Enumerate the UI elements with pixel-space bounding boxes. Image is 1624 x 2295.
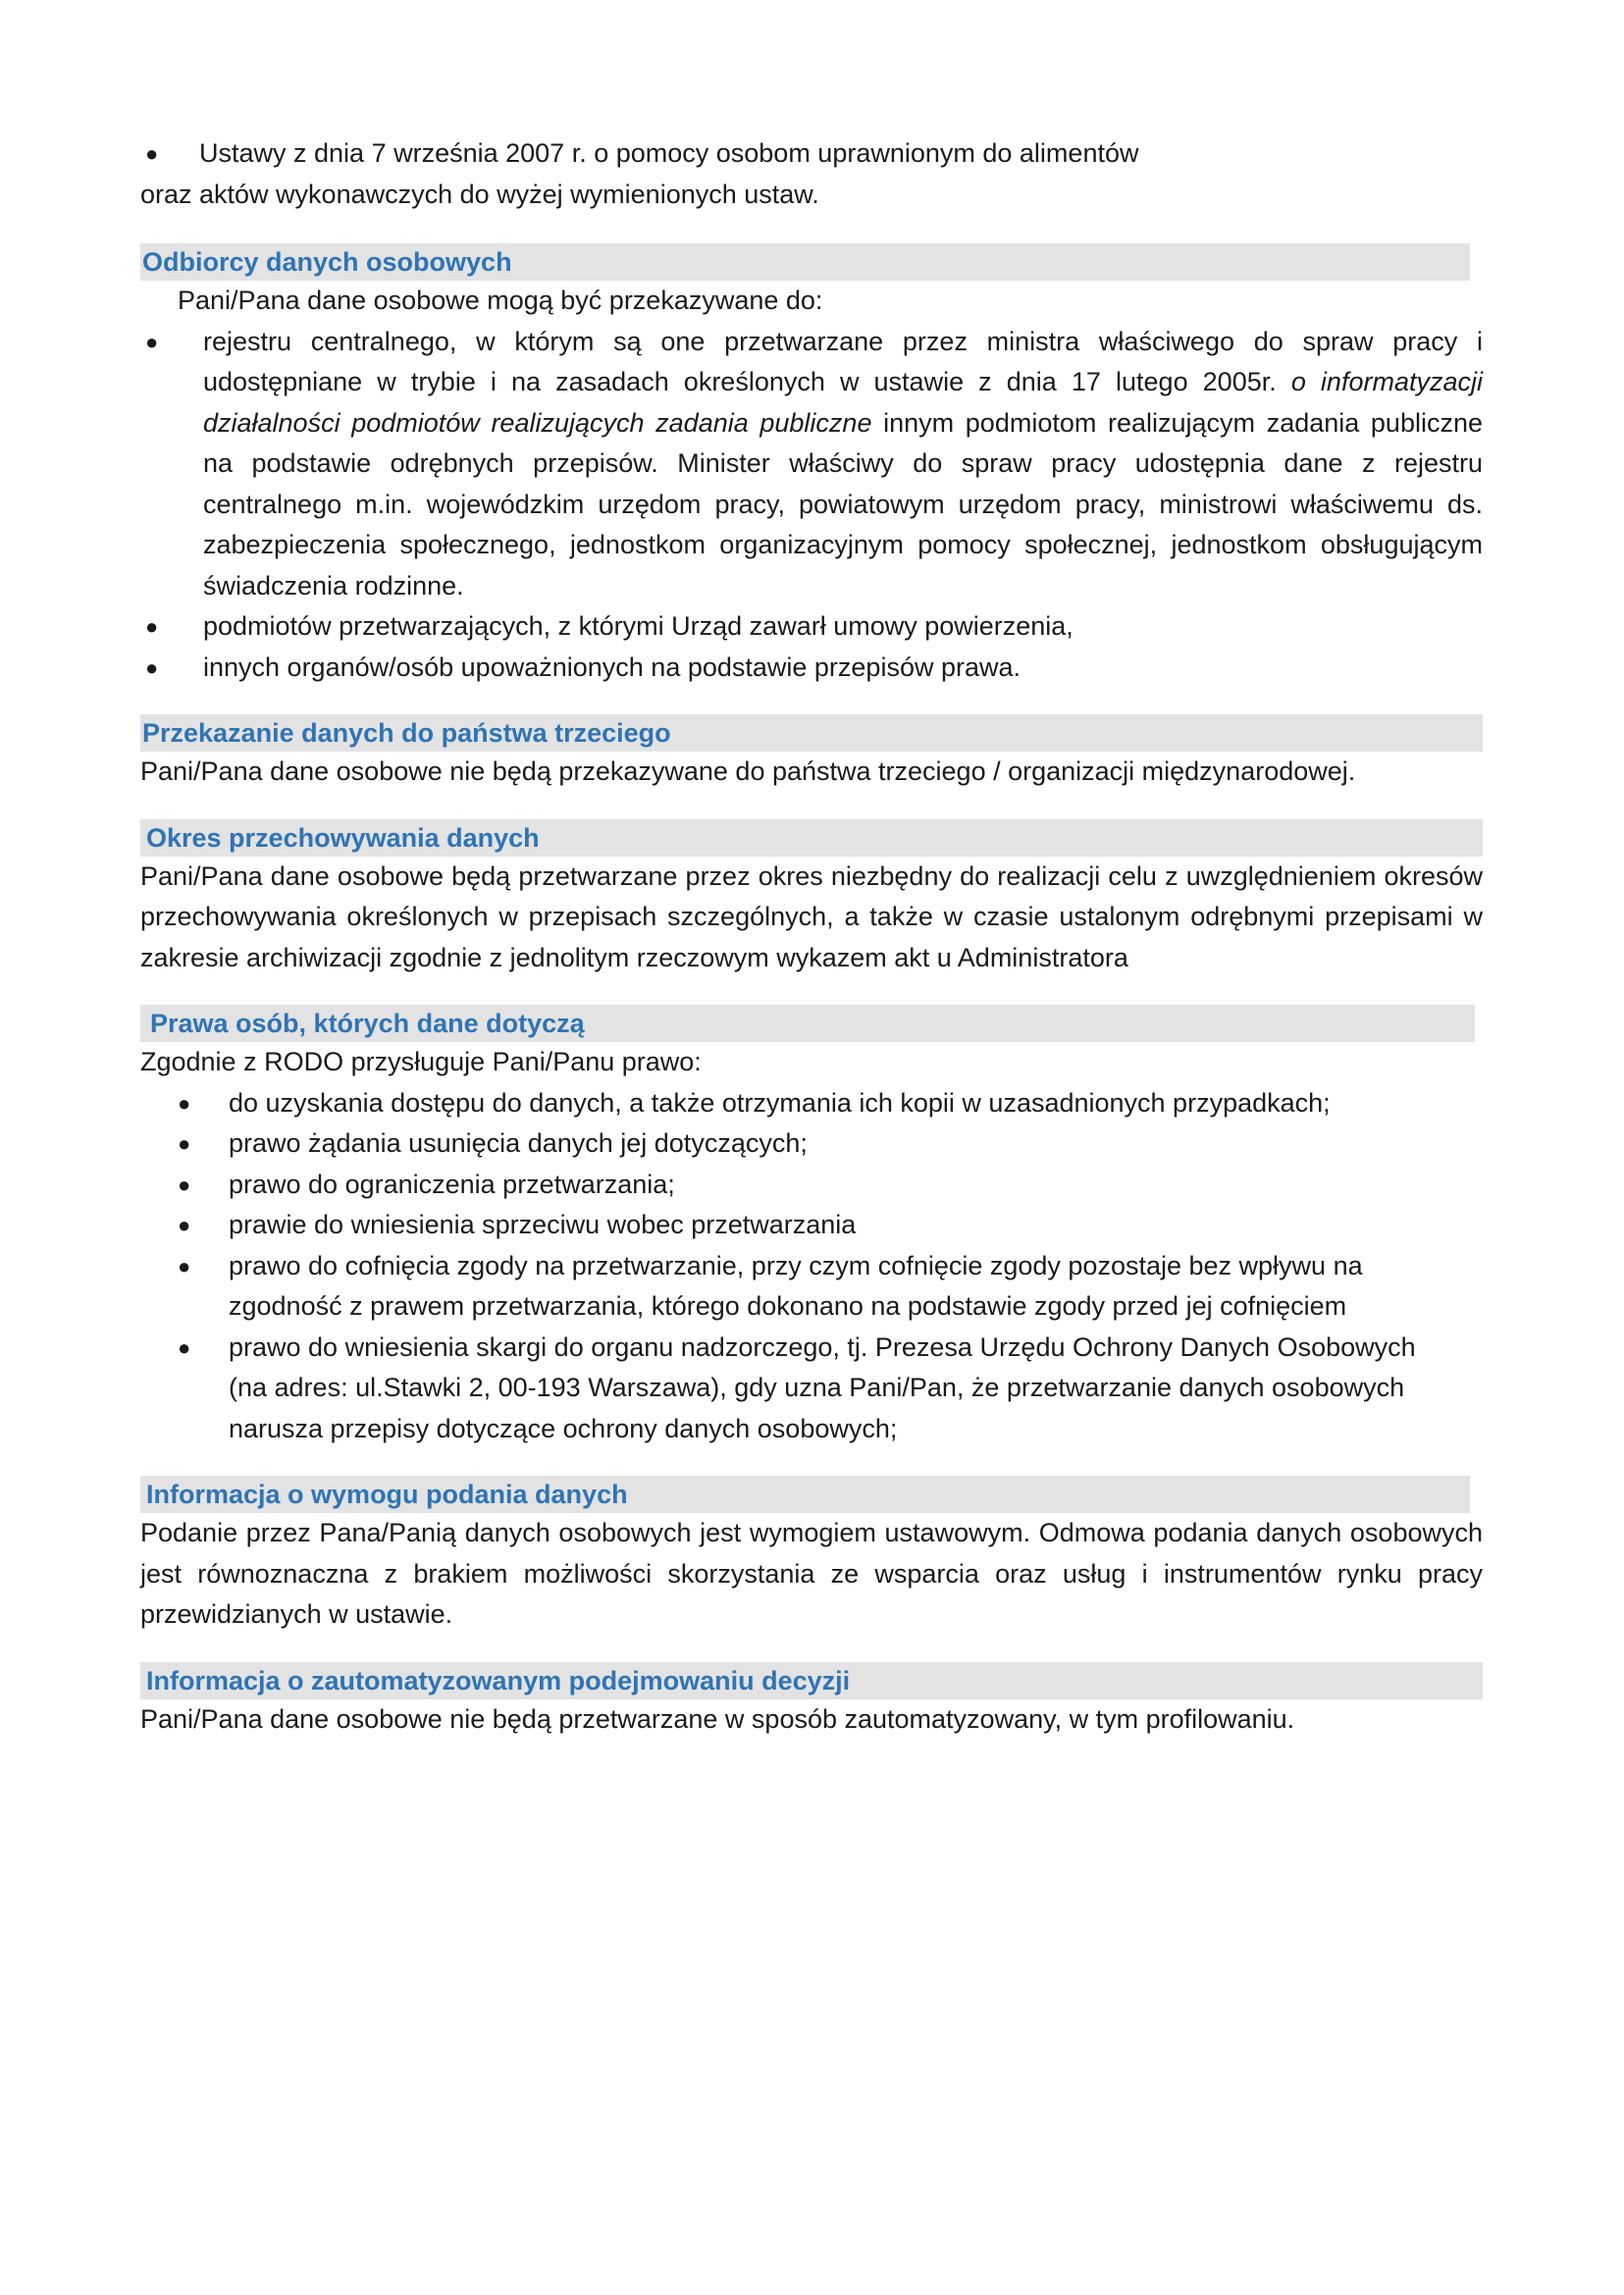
bullet-icon: ● [145, 329, 159, 354]
section-heading-third-country: Przekazanie danych do państwa trzeciego [140, 714, 1483, 752]
recipients-item-1-part-b: innym podmiotom realizującym zadania publiczne na podstawie odrębnych przepisów. Minister właściwy do spraw pracy udostępnia dane z rejestru centralnego m.in. wojewódzkim urzędom pracy, powiatowym urzędom pracy, ministrowi właściwemu ds. zabezpieczenia społecznego, jednostkom organizacyjnym pomocy społecznej, jednostkom obsługującym świadczenia rodzinne. [203, 407, 1483, 600]
section-heading-automated: Informacja o zautomatyzowanym podejmowaniu decyzji [140, 1662, 1483, 1699]
bullet-icon: ● [178, 1131, 191, 1156]
section-heading-requirement: Informacja o wymogu podania danych [140, 1476, 1470, 1513]
requirement-text: Podanie przez Pana/Panią danych osobowych jest wymogiem ustawowym. Odmowa podania danych osobowych jest równoznaczna z brakiem możliwości skorzystania ze wsparcia oraz usług i instrumentów rynku pracy przewidzianych w ustawie. [140, 1518, 1483, 1629]
bullet-icon: ● [178, 1253, 191, 1278]
third-country-text: Pani/Pana dane osobowe nie będą przekazywane do państwa trzeciego / organizacji międzynarodowej. [140, 756, 1356, 786]
list-item: ● do uzyskania dostępu do danych, a także otrzymania ich kopii w uzasadnionych przypadkach; [140, 1083, 1455, 1124]
list-item [140, 322, 1483, 607]
bullet-icon: ● [178, 1334, 191, 1360]
section-heading-recipients: Odbiorcy danych osobowych [140, 243, 1470, 281]
list-item: ● prawo żądania usunięcia danych jej dotyczących; [140, 1123, 1455, 1165]
intro-bullet-text: Ustawy z dnia 7 września 2007 r. o pomocy osobom uprawnionym do alimentów [199, 138, 1139, 168]
bullet-icon: ● [178, 1172, 191, 1197]
recipients-lead: Pani/Pana dane osobowe mogą być przekazywane do: [178, 286, 823, 315]
section-heading-retention: Okres przechowywania danych [140, 819, 1483, 857]
intro-bullet [140, 133, 1483, 175]
rights-lead: Zgodnie z RODO przysługuje Pani/Panu prawo: [140, 1047, 702, 1076]
recipients-list [140, 322, 1483, 689]
bullet-icon: ● [145, 141, 159, 166]
intro-continuation: oraz aktów wykonawczych do wyżej wymienionych ustaw. [140, 179, 819, 209]
recipients-item-1-part-a: rejestru centralnego, w którym są one przetwarzane przez ministra właściwego do spraw pracy i udostępniane w trybie i na zasadach określonych w ustawie z dnia 17 lutego 2005r. [203, 326, 1483, 396]
bullet-icon: ● [145, 614, 159, 639]
list-item [140, 606, 1483, 648]
bullet-icon: ● [145, 654, 159, 680]
list-item: ● prawo do wniesienia skargi do organu nadzorczego, tj. Prezesa Urzędu Ochrony Danych Osobowych (na adres: ul.Stawki 2, 00-193 Warszawa), gdy uzna Pani/Pan, że przetwarzanie danych osobowych narusza przepisy dotyczące ochrony danych osobowych; [140, 1328, 1455, 1450]
recipients-item-2: podmiotów przetwarzających, z którymi Urząd zawarł umowy powierzenia, [203, 611, 1074, 641]
section-heading-rights: Prawa osób, których dane dotyczą [140, 1005, 1475, 1042]
recipients-item-3: innych organów/osób upoważnionych na podstawie przepisów prawa. [203, 652, 1022, 682]
document-body [140, 133, 1483, 1740]
recipients-item-1-italic: o informatyzacji działalności podmiotów realizujących zadania publiczne [203, 367, 1483, 438]
bullet-icon: ● [178, 1090, 191, 1116]
automated-text: Pani/Pana dane osobowe nie będą przetwarzane w sposób zautomatyzowany, w tym profilowaniu. [140, 1703, 1295, 1734]
list-item: ● prawo do cofnięcia zgody na przetwarzanie, przy czym cofnięcie zgody pozostaje bez wpływu na zgodność z prawem przetwarzania, którego dokonano na podstawie zgody przed jej cofnięciem [140, 1246, 1416, 1328]
rights-list [140, 1083, 1455, 1450]
bullet-icon: ● [178, 1213, 191, 1237]
retention-text: Pani/Pana dane osobowe będą przetwarzane przez okres niezbędny do realizacji celu z uwzględnieniem okresów przechowywania określonych w przepisach szczególnych, a także w czasie ustalonym odrębnymi przepisami w zakresie archiwizacji zgodnie z jednolitym rzeczowym wykazem akt u Administratora [140, 861, 1483, 972]
list-item: ● prawo do ograniczenia przetwarzania; [140, 1165, 1455, 1206]
list-item [140, 648, 1483, 689]
list-item: ● prawie do wniesienia sprzeciwu wobec przetwarzania [140, 1205, 1455, 1246]
